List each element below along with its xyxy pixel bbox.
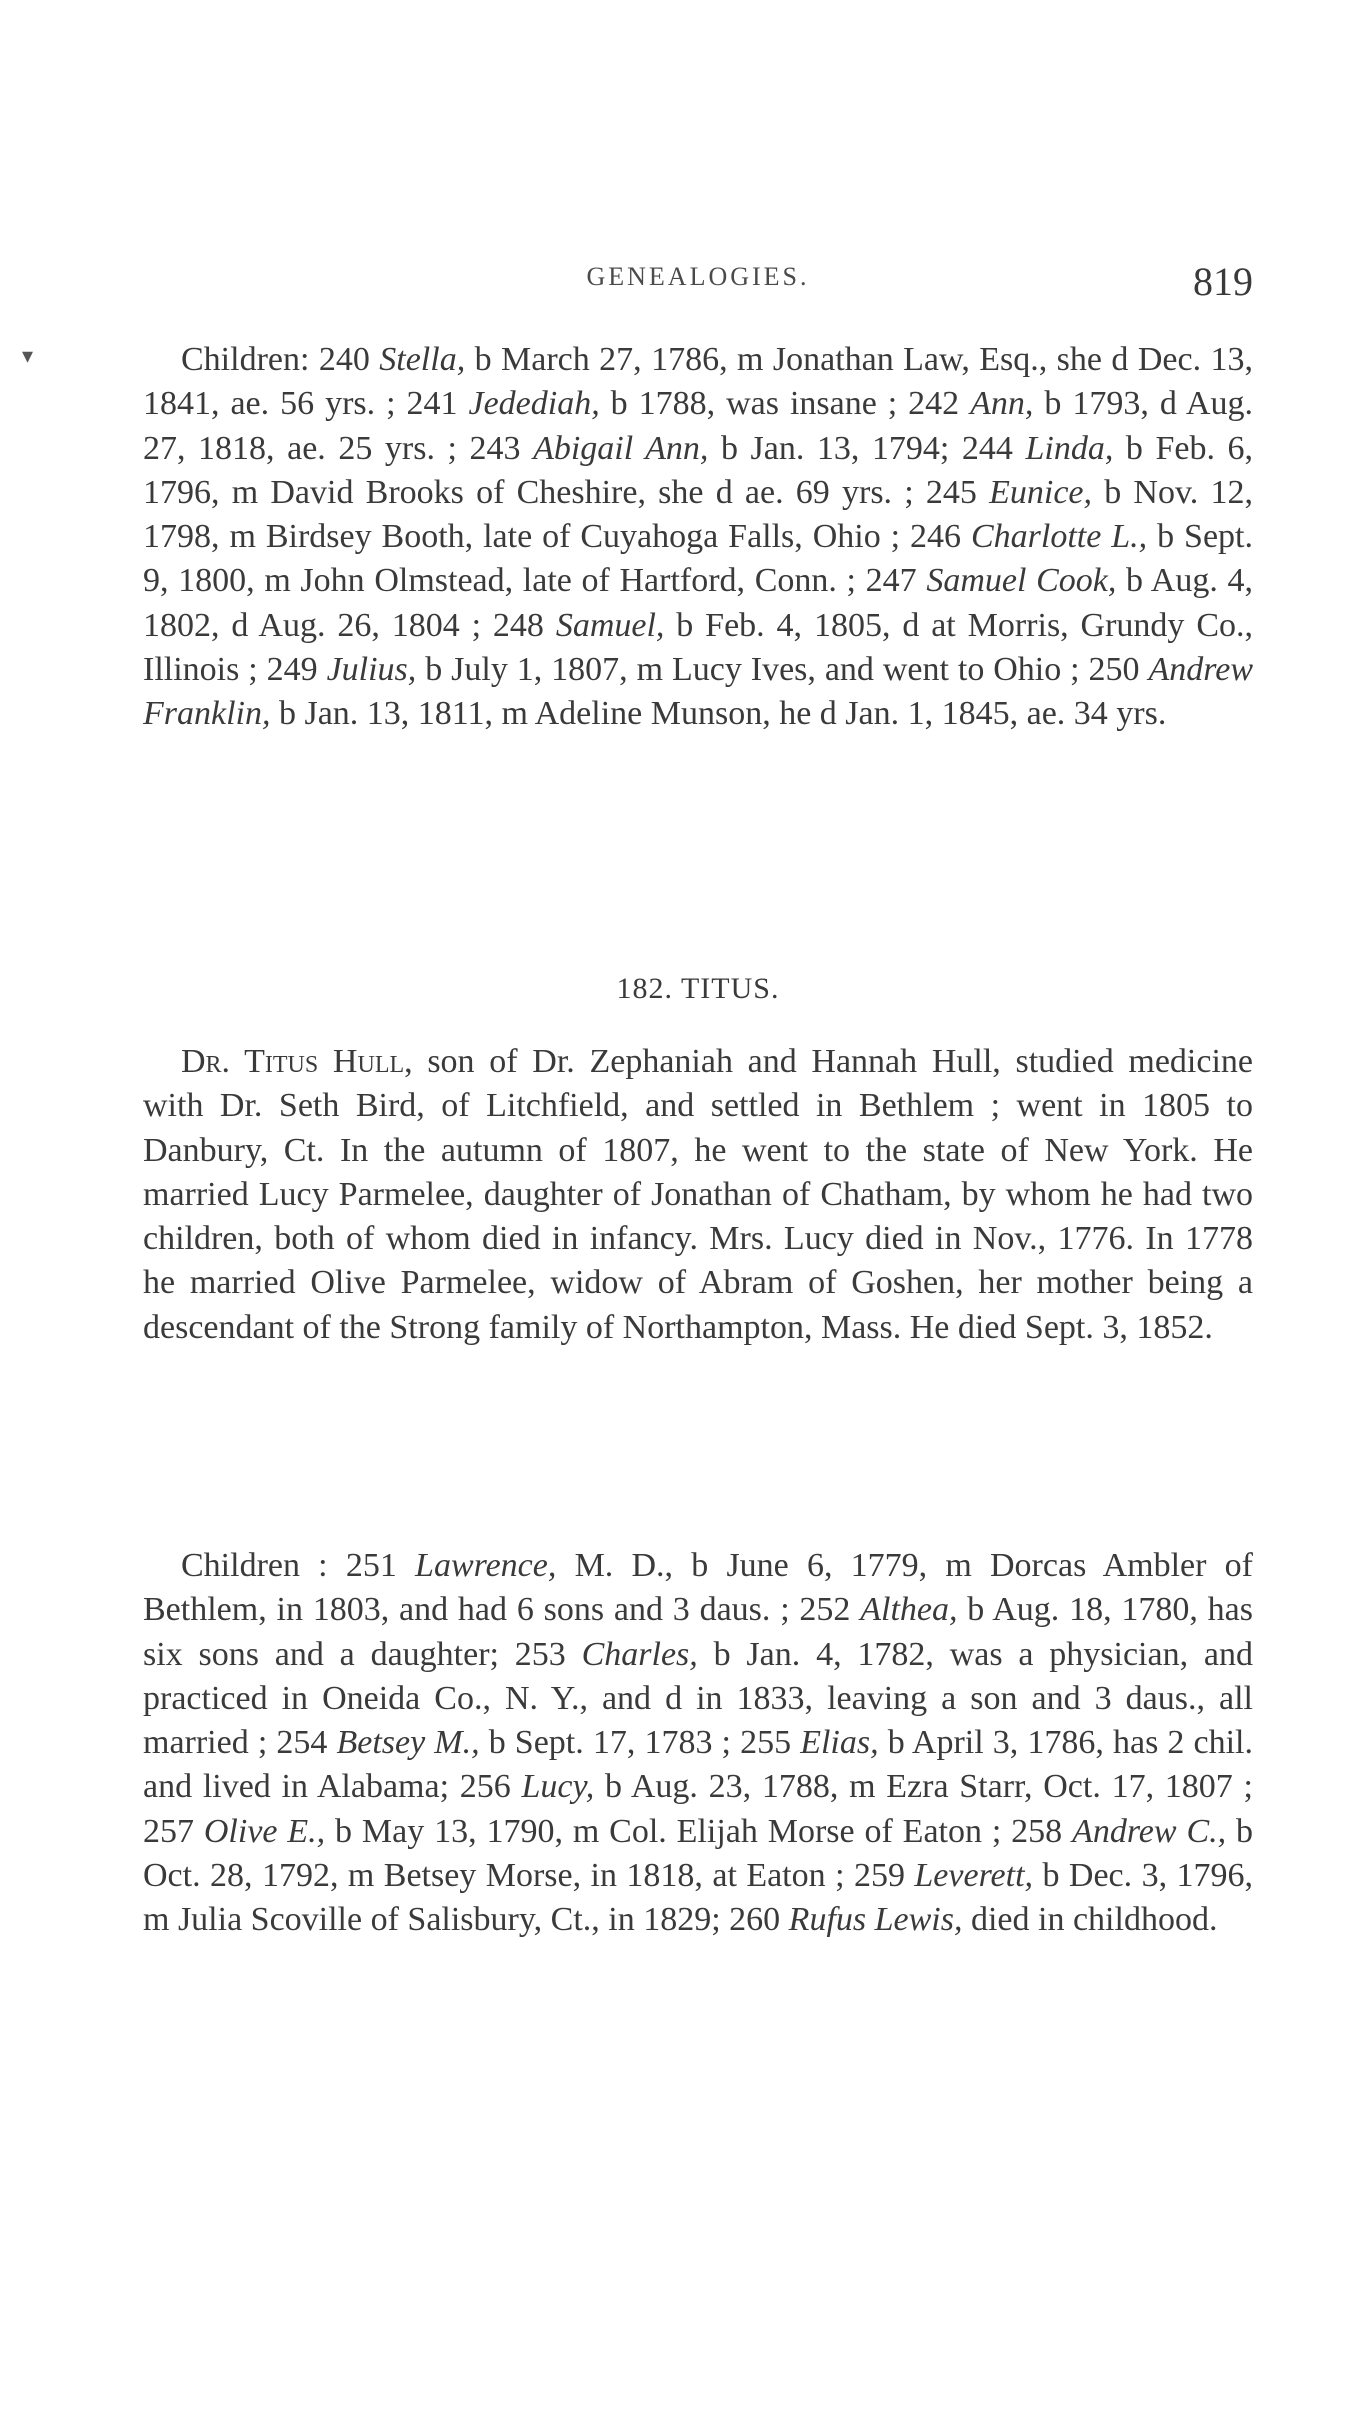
person-name: Eunice,: [989, 473, 1093, 511]
text-run: b Sept. 9, 1800, m John Olmstead, late of Hartford, Conn. ; 247: [143, 518, 1253, 600]
text-run: b May 13, 1790, m Col. Elijah Morse of Eaton ; 258: [325, 1812, 1073, 1850]
person-name: Ann,: [970, 385, 1034, 423]
person-name: Lawrence,: [415, 1547, 557, 1584]
text-run: b 1788, was insane ; 242: [599, 385, 971, 423]
text-run: b Sept. 17, 1783 ; 255: [479, 1724, 801, 1762]
person-name: Andrew C.,: [1072, 1812, 1227, 1850]
person-name: Samuel Cook,: [926, 562, 1117, 600]
text-run: b July 1, 1807, m Lucy Ives, and went to Ohio ; 250: [416, 651, 1149, 689]
text-run: b Aug. 23, 1788, m Ezra Starr, Oct. 17, 1807 ; 257: [143, 1768, 1253, 1850]
person-name: Althea,: [860, 1591, 958, 1629]
text-run: Children : 251: [181, 1547, 416, 1584]
person-name: Rufus Lewis,: [788, 1901, 963, 1939]
paragraph-text: [143, 338, 1253, 737]
person-name: Samuel,: [555, 606, 665, 644]
person-name: Jedediah,: [468, 385, 600, 423]
text-run: b 1793, d Aug. 27, 1818, ae. 25 yrs. ; 243: [143, 385, 1253, 467]
person-name: Olive E.,: [203, 1812, 326, 1850]
paragraph-text: [143, 1544, 1253, 1943]
person-name: Julius,: [326, 651, 417, 689]
text-run: b Jan. 13, 1811, m Adeline Munson, he d Jan. 1, 1845, ae. 34 yrs.: [270, 695, 1167, 733]
text-run: b March 27, 1786, m Jonathan Law, Esq., she d Dec. 13, 1841, ae. 56 yrs. ; 241: [143, 341, 1253, 423]
text-run: Children: 240: [181, 341, 380, 378]
person-name: Lucy,: [521, 1768, 595, 1806]
running-head: [143, 258, 1253, 308]
paragraph-text: [143, 1040, 1253, 1350]
text-run: died in childhood.: [962, 1901, 1218, 1939]
text-run: b Dec. 3, 1796, m Julia Scoville of Salisbury, Ct., in 1829; 260: [143, 1857, 1253, 1939]
children-paragraph-2: [143, 1544, 1253, 1943]
text-run: son of Dr. Zephaniah and Hannah Hull, studied medicine with Dr. Seth Bird, of Litchfield, and settled in Bethlem ; went in 1805 to Danbury, Ct. In the autumn of 1807, he went to the state of New York. He married Lucy Parmelee, daughter of Jonathan of Chatham, by whom he had two children, both of whom died in infancy. Mrs. Lucy died in Nov., 1776. In 1778 he married Olive Parmelee, widow of Abram of Goshen, her mother being a descendant of the Strong family of Northampton, Mass. He died Sept. 3, 1852.: [143, 1043, 1253, 1346]
biography-paragraph: [143, 1040, 1253, 1350]
text-run: b Feb. 6, 1796, m David Brooks of Cheshire, she d ae. 69 yrs. ; 245: [143, 429, 1254, 511]
running-title: GENEALOGIES.: [586, 262, 810, 291]
text-run: b Oct. 28, 1792, m Betsey Morse, in 1818, at Eaton ; 259: [143, 1812, 1253, 1895]
text-run: b April 3, 1786, has 2 chil. and lived in Alabama; 256: [143, 1724, 1253, 1806]
person-name: Linda,: [1025, 429, 1114, 467]
person-name: Abigail Ann,: [533, 429, 709, 467]
page-number: 819: [1193, 259, 1253, 304]
text-run: b Nov. 12, 1798, m Birdsey Booth, late of Cuyahoga Falls, Ohio ; 246: [143, 473, 1253, 556]
person-name: Charlotte L.,: [970, 518, 1148, 556]
section-name: TITUS.: [680, 972, 780, 1005]
section-heading: [143, 972, 1253, 1006]
person-name: Charles,: [581, 1635, 698, 1673]
section-number: 182.: [616, 972, 674, 1005]
person-name: Elias,: [800, 1724, 879, 1762]
text-run: b Aug. 18, 1780, has six sons and a daughter; 253: [143, 1591, 1253, 1673]
text-run: b Jan. 13, 1794; 244: [708, 429, 1026, 467]
person-name: Stella,: [379, 341, 466, 378]
text-run: b Feb. 4, 1805, d at Morris, Grundy Co., Illinois ; 249: [143, 606, 1253, 689]
person-name: Leverett,: [914, 1857, 1034, 1895]
text-run: b Aug. 4, 1802, d Aug. 26, 1804 ; 248: [143, 562, 1254, 644]
children-paragraph-1: [143, 338, 1253, 737]
person-name: Betsey M.,: [336, 1724, 480, 1762]
text-run: M. D., b June 6, 1779, m Dorcas Ambler of Bethlem, in 1803, and had 6 sons and 3 daus. ; 252: [143, 1547, 1253, 1629]
person-name: Andrew Franklin,: [143, 651, 1253, 733]
text-run: b Jan. 4, 1782, was a physician, and practiced in Oneida Co., N. Y., and d in 1833, leaving a son and 3 daus., all married ; 254: [143, 1635, 1254, 1762]
subject-name: Dr. Titus Hull,: [181, 1043, 413, 1080]
margin-mark: ▾: [22, 343, 34, 368]
